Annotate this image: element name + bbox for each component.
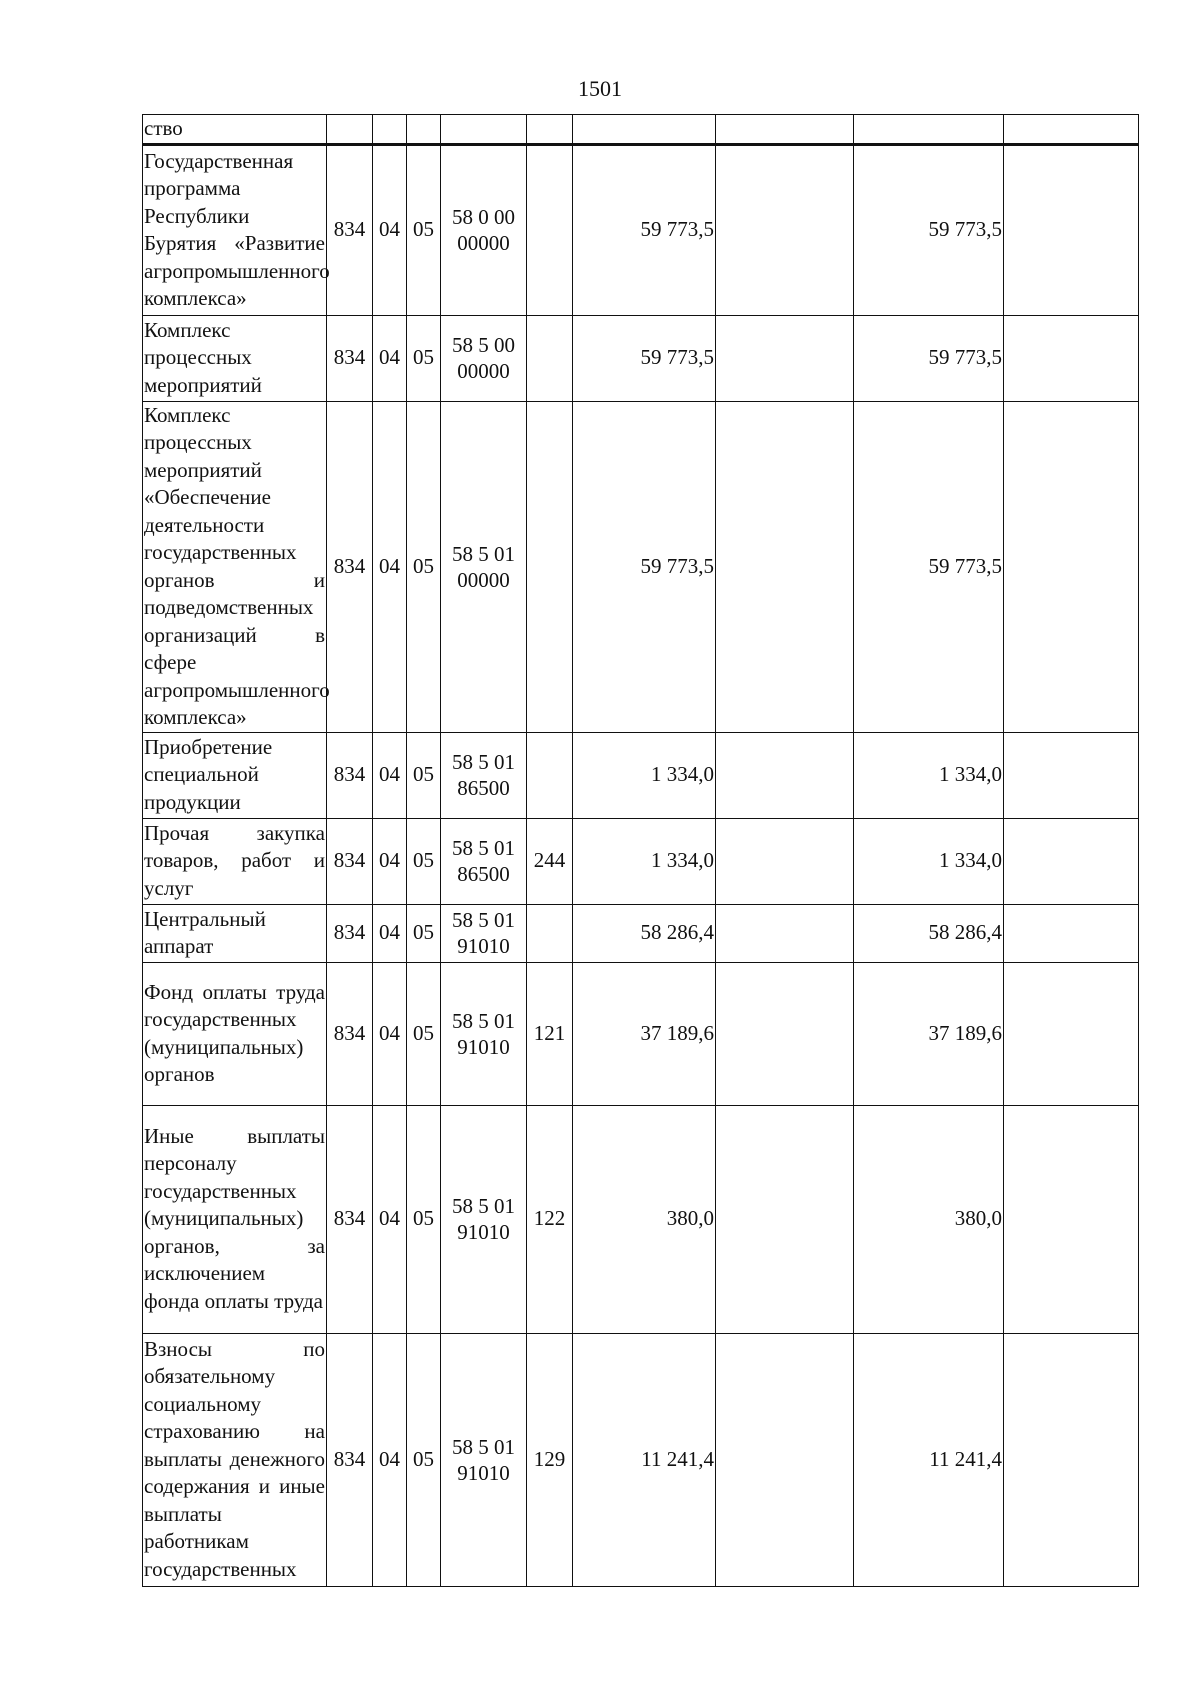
gr-cell: 834	[327, 732, 373, 818]
target-code-part-1: 58 5 01	[452, 750, 515, 774]
sum-cell-2	[716, 144, 854, 315]
pr-cell: 05	[407, 904, 441, 962]
sum-cell-1: 58 286,4	[573, 904, 716, 962]
pr-cell: 05	[407, 315, 441, 401]
target-code-part-2: 00000	[457, 567, 510, 592]
rz-cell: 04	[373, 904, 407, 962]
sum-cell-2	[716, 962, 854, 1105]
target-code-part-1: 58 5 01	[452, 1434, 515, 1459]
target-code-cell	[441, 904, 527, 962]
sum-cell-3: 11 241,4	[854, 1333, 1004, 1586]
sum-cell-2	[716, 732, 854, 818]
rz-cell: 04	[373, 1105, 407, 1333]
sum-cell-4	[1004, 115, 1139, 145]
sum-cell-3: 59 773,5	[854, 144, 1004, 315]
vr-cell: 244	[527, 818, 573, 904]
sum-cell-4	[1004, 401, 1139, 732]
rz-cell: 04	[373, 818, 407, 904]
pr-cell: 05	[407, 1105, 441, 1333]
sum-cell-3: 59 773,5	[854, 401, 1004, 732]
vr-cell: 121	[527, 962, 573, 1105]
target-code-part-2: 91010	[457, 1034, 510, 1059]
sum-cell-4	[1004, 904, 1139, 962]
target-code-part-2: 00000	[457, 231, 510, 255]
target-code-cell	[441, 401, 527, 732]
gr-cell: 834	[327, 904, 373, 962]
pr-cell: 05	[407, 1333, 441, 1586]
row-name: Иные выплаты персоналу государственных (муниципальных) органов, за исключением фонда оплаты труда	[143, 1105, 327, 1333]
target-code-cell	[441, 732, 527, 818]
table-row	[143, 315, 1139, 401]
gr-cell: 834	[327, 1105, 373, 1333]
sum-cell-4	[1004, 1333, 1139, 1586]
sum-cell-4	[1004, 732, 1139, 818]
sum-cell-3: 1 334,0	[854, 818, 1004, 904]
pr-cell: 05	[407, 818, 441, 904]
rz-cell: 04	[373, 732, 407, 818]
vr-cell	[527, 904, 573, 962]
target-code-part-2: 91010	[457, 934, 510, 958]
sum-cell-4	[1004, 962, 1139, 1105]
target-code-part-1: 58 5 01	[452, 1008, 515, 1033]
sum-cell-1: 59 773,5	[573, 144, 716, 315]
sum-cell-4	[1004, 1105, 1139, 1333]
sum-cell-2	[716, 818, 854, 904]
target-code-cell	[441, 1105, 527, 1333]
sum-cell-1	[573, 115, 716, 145]
rz-cell: 04	[373, 401, 407, 732]
sum-cell-1: 59 773,5	[573, 401, 716, 732]
sum-cell-1: 380,0	[573, 1105, 716, 1333]
row-name: Прочая закупка товаров, работ и услуг	[143, 818, 327, 904]
sum-cell-2	[716, 401, 854, 732]
budget-table	[142, 114, 1139, 1587]
gr-cell: 834	[327, 144, 373, 315]
target-code-cell	[441, 144, 527, 315]
sum-cell-1: 37 189,6	[573, 962, 716, 1105]
gr-cell: 834	[327, 818, 373, 904]
pr-cell	[407, 115, 441, 145]
rz-cell: 04	[373, 962, 407, 1105]
table-row	[143, 115, 1139, 145]
pr-cell: 05	[407, 732, 441, 818]
sum-cell-3	[854, 115, 1004, 145]
target-code-part-1: 58 5 00	[452, 333, 515, 357]
table-row	[143, 144, 1139, 315]
target-code-part-2: 86500	[457, 776, 510, 800]
gr-cell	[327, 115, 373, 145]
sum-cell-4	[1004, 818, 1139, 904]
sum-cell-1: 1 334,0	[573, 732, 716, 818]
vr-cell	[527, 115, 573, 145]
target-code-part-1: 58 5 01	[452, 908, 515, 932]
row-name: Государственная программа Республики Бурятия «Развитие агропромышленного комплекса»	[143, 144, 327, 315]
vr-cell	[527, 401, 573, 732]
table-row	[143, 1333, 1139, 1586]
target-code-cell	[441, 1333, 527, 1586]
gr-cell: 834	[327, 1333, 373, 1586]
table-row	[143, 962, 1139, 1105]
target-code-part-1: 58 5 01	[452, 1194, 515, 1218]
row-name: Комплекс процессных мероприятий «Обеспечение деятельности государственных органов и подведомственных организаций в сфере агропромышленного комплекса»	[143, 401, 327, 732]
row-name: Центральный аппарат	[143, 904, 327, 962]
pr-cell: 05	[407, 144, 441, 315]
rz-cell	[373, 115, 407, 145]
target-code-part-1: 58 5 01	[452, 541, 515, 566]
table-row	[143, 818, 1139, 904]
sum-cell-3: 37 189,6	[854, 962, 1004, 1105]
row-name: Фонд оплаты труда государственных (муниципальных) органов	[143, 962, 327, 1105]
table-row	[143, 904, 1139, 962]
target-code-cell	[441, 115, 527, 145]
row-name: Комплекс процессных мероприятий	[143, 315, 327, 401]
gr-cell: 834	[327, 401, 373, 732]
table-row	[143, 732, 1139, 818]
row-name: Приобретение специальной продукции	[143, 732, 327, 818]
table-row	[143, 401, 1139, 732]
rz-cell: 04	[373, 144, 407, 315]
target-code-part-2: 91010	[457, 1220, 510, 1244]
target-code-cell	[441, 315, 527, 401]
target-code-part-2: 00000	[457, 359, 510, 383]
sum-cell-1: 1 334,0	[573, 818, 716, 904]
sum-cell-3: 1 334,0	[854, 732, 1004, 818]
target-code-cell	[441, 818, 527, 904]
gr-cell: 834	[327, 962, 373, 1105]
sum-cell-4	[1004, 315, 1139, 401]
sum-cell-2	[716, 315, 854, 401]
rz-cell: 04	[373, 315, 407, 401]
sum-cell-2	[716, 904, 854, 962]
target-code-part-2: 86500	[457, 862, 510, 886]
sum-cell-1: 11 241,4	[573, 1333, 716, 1586]
gr-cell: 834	[327, 315, 373, 401]
sum-cell-3: 58 286,4	[854, 904, 1004, 962]
pr-cell: 05	[407, 962, 441, 1105]
row-name: ство	[143, 115, 327, 145]
sum-cell-2	[716, 115, 854, 145]
target-code-part-1: 58 0 00	[452, 205, 515, 229]
target-code-part-1: 58 5 01	[452, 836, 515, 860]
sum-cell-1: 59 773,5	[573, 315, 716, 401]
sum-cell-3: 59 773,5	[854, 315, 1004, 401]
vr-cell	[527, 315, 573, 401]
sum-cell-3: 380,0	[854, 1105, 1004, 1333]
pr-cell: 05	[407, 401, 441, 732]
sum-cell-4	[1004, 144, 1139, 315]
target-code-cell	[441, 962, 527, 1105]
vr-cell	[527, 732, 573, 818]
table-row	[143, 1105, 1139, 1333]
rz-cell: 04	[373, 1333, 407, 1586]
sum-cell-2	[716, 1105, 854, 1333]
vr-cell: 129	[527, 1333, 573, 1586]
page-number: 1501	[578, 76, 622, 101]
row-name: Взносы по обязательному социальному страхованию на выплаты денежного содержания и иные выплаты работникам государственных	[143, 1333, 327, 1586]
vr-cell	[527, 144, 573, 315]
vr-cell: 122	[527, 1105, 573, 1333]
sum-cell-2	[716, 1333, 854, 1586]
target-code-part-2: 91010	[457, 1460, 510, 1485]
